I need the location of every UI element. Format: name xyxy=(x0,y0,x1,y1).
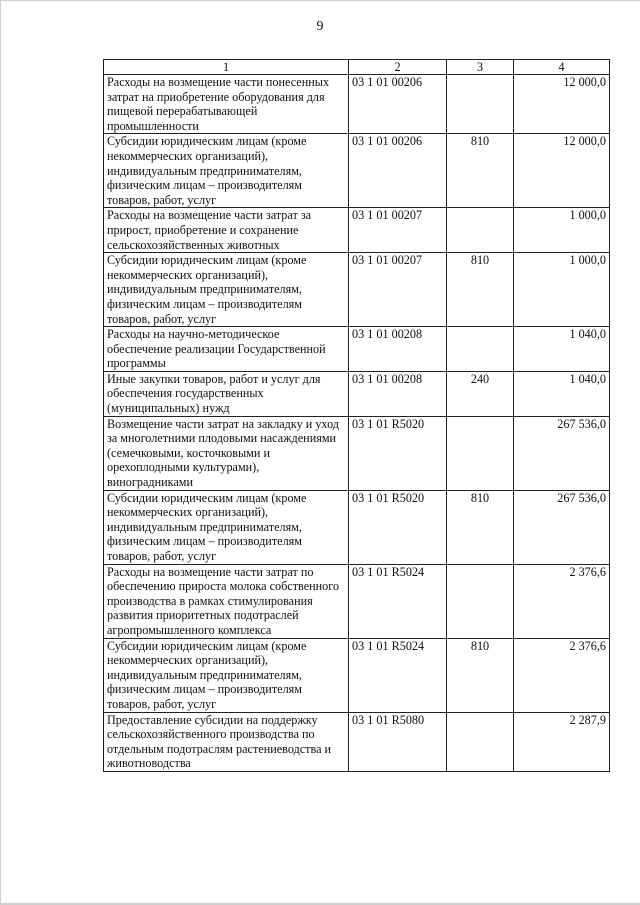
table-row xyxy=(104,253,610,327)
row-code: 03 1 01 00208 xyxy=(349,371,447,416)
row-type xyxy=(447,416,514,490)
row-name: Субсидии юридическим лицам (кроме некоммерческих организаций), индивидуальным предпринимателям, физическим лицам – производителям товаров, работ, услуг xyxy=(104,253,349,327)
budget-table xyxy=(103,59,610,772)
row-code: 03 1 01 00206 xyxy=(349,134,447,208)
row-name: Расходы на возмещение части затрат за прирост, приобретение и сохранение сельскохозяйственных животных xyxy=(104,208,349,253)
table-row xyxy=(104,712,610,771)
row-type xyxy=(447,712,514,771)
row-name: Субсидии юридическим лицам (кроме некоммерческих организаций), индивидуальным предпринимателям, физическим лицам – производителям товаров, работ, услуг xyxy=(104,134,349,208)
scan-edge-left xyxy=(0,0,1,905)
row-code: 03 1 01 00207 xyxy=(349,253,447,327)
table-row xyxy=(104,416,610,490)
row-code: 03 1 01 R5020 xyxy=(349,490,447,564)
row-amount: 12 000,0 xyxy=(514,75,610,134)
row-type xyxy=(447,75,514,134)
row-code: 03 1 01 R5024 xyxy=(349,638,447,712)
table-header xyxy=(104,60,610,75)
table-row xyxy=(104,75,610,134)
row-amount: 2 376,6 xyxy=(514,564,610,638)
header-col-1: 1 xyxy=(104,60,349,75)
row-name: Иные закупки товаров, работ и услуг для обеспечения государственных (муниципальных) нужд xyxy=(104,371,349,416)
table-row xyxy=(104,134,610,208)
table-row xyxy=(104,371,610,416)
header-col-2: 2 xyxy=(349,60,447,75)
table-row xyxy=(104,208,610,253)
row-amount: 267 536,0 xyxy=(514,490,610,564)
table-row xyxy=(104,638,610,712)
table-row xyxy=(104,564,610,638)
row-name: Субсидии юридическим лицам (кроме некоммерческих организаций), индивидуальным предпринимателям, физическим лицам – производителям товаров, работ, услуг xyxy=(104,638,349,712)
row-name: Расходы на возмещение части понесенных затрат на приобретение оборудования для пищевой перерабатывающей промышленности xyxy=(104,75,349,134)
header-col-4: 4 xyxy=(514,60,610,75)
row-code: 03 1 01 00208 xyxy=(349,327,447,372)
header-row xyxy=(104,60,610,75)
row-amount: 12 000,0 xyxy=(514,134,610,208)
row-code: 03 1 01 00207 xyxy=(349,208,447,253)
row-amount: 1 000,0 xyxy=(514,253,610,327)
row-name: Расходы на возмещение части затрат по обеспечению прироста молока собственного производства в рамках стимулирования развития приоритетных подотраслей агропромышленного комплекса xyxy=(104,564,349,638)
table-row xyxy=(104,490,610,564)
row-name: Субсидии юридическим лицам (кроме некоммерческих организаций), индивидуальным предпринимателям, физическим лицам – производителям товаров, работ, услуг xyxy=(104,490,349,564)
scan-edge-top xyxy=(0,0,640,1)
row-code: 03 1 01 R5080 xyxy=(349,712,447,771)
table-row xyxy=(104,327,610,372)
row-type: 810 xyxy=(447,253,514,327)
page-number: 9 xyxy=(316,19,324,34)
row-amount: 1 040,0 xyxy=(514,327,610,372)
row-code: 03 1 01 R5020 xyxy=(349,416,447,490)
row-type: 240 xyxy=(447,371,514,416)
row-type: 810 xyxy=(447,490,514,564)
row-type xyxy=(447,564,514,638)
row-type xyxy=(447,327,514,372)
row-amount: 2 376,6 xyxy=(514,638,610,712)
row-amount: 1 040,0 xyxy=(514,371,610,416)
row-name: Предоставление субсидии на поддержку сельскохозяйственного производства по отдельным подотраслям растениеводства и животноводства xyxy=(104,712,349,771)
row-amount: 267 536,0 xyxy=(514,416,610,490)
row-code: 03 1 01 00206 xyxy=(349,75,447,134)
row-name: Расходы на научно-методическое обеспечение реализации Государственной программы xyxy=(104,327,349,372)
header-col-3: 3 xyxy=(447,60,514,75)
row-name: Возмещение части затрат на закладку и уход за многолетними плодовыми насаждениями (семечковыми, косточковыми и орехоплодными культурами), виноградниками xyxy=(104,416,349,490)
row-type: 810 xyxy=(447,638,514,712)
table-body xyxy=(104,75,610,772)
row-code: 03 1 01 R5024 xyxy=(349,564,447,638)
row-amount: 2 287,9 xyxy=(514,712,610,771)
row-type xyxy=(447,208,514,253)
row-type: 810 xyxy=(447,134,514,208)
row-amount: 1 000,0 xyxy=(514,208,610,253)
